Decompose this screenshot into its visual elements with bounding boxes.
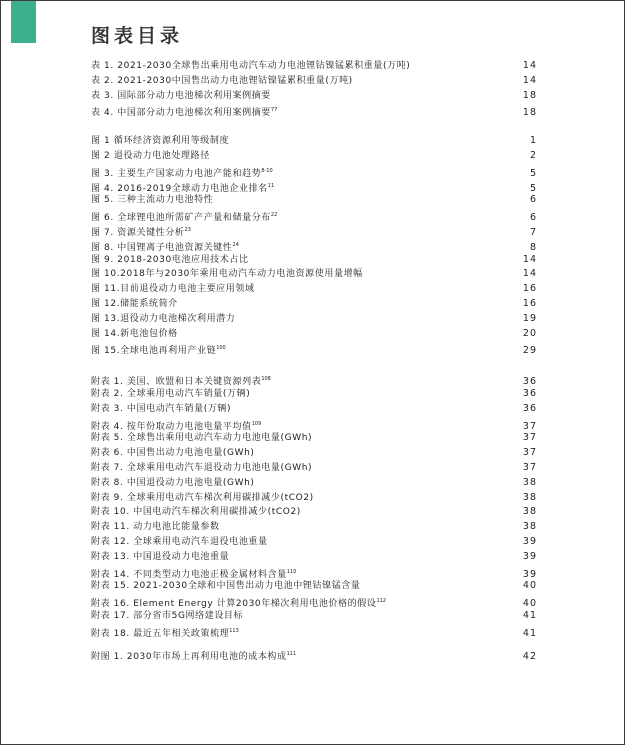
toc-page-number: 41 [522,627,537,639]
toc-entry-text: 附表 15. 2021-2030全球和中国售出动力电池中锂钴镍锰含量 [91,581,361,592]
toc-page-number: 14 [522,74,537,86]
toc-page-number: 37 [522,420,537,432]
toc-entry-label [91,297,178,312]
footnote-ref: 23 [184,226,191,233]
toc-entry-label [91,550,229,565]
toc-entry-text: 图 4. 2016-2019全球动力电池企业排名 [91,183,268,194]
toc-entry-text: 表 1. 2021-2030全球售出乘用电动汽车动力电池锂钴镍锰累积重量(万吨) [91,61,411,71]
toc-entry-label [91,253,249,268]
toc-entry[interactable] [91,282,537,297]
toc-entry[interactable] [91,208,537,223]
footnote-ref: 11 [267,182,275,189]
toc-entry-text: 图 7. 资源关键性分析 [91,227,185,238]
toc-entry-label [91,609,243,624]
toc-entry-label [91,282,255,297]
toc-entry[interactable] [91,402,537,417]
toc-entry-text: 图 8. 中国锂离子电池资源关键性 [91,242,233,253]
tables-section [91,59,537,118]
toc-page-number: 42 [522,651,537,663]
appendix-figures-section [91,647,537,662]
toc-entry-label [91,387,250,402]
toc-entry[interactable] [91,491,537,506]
toc-page-number: 5 [529,182,537,194]
toc-entry-text: 图 6. 全球锂电池所需矿产产量和储量分布 [91,213,271,224]
footnote-ref: 112 [376,598,386,605]
toc-entry-label [91,103,277,121]
toc-entry-text: 图 10.2018年与2030年乘用电动汽车动力电池资源使用量增幅 [91,269,363,280]
toc-entry[interactable] [91,327,537,342]
toc-entry-text: 附表 17. 部分省市5G网络建设目标 [91,610,244,621]
toc-page-number: 6 [529,212,537,224]
toc-entry-text: 附表 8. 中国退役动力电池电量(GWh) [91,477,255,488]
toc-entry-text: 表 4. 中国部分动力电池梯次利用案例摘要 [91,108,271,119]
toc-entry[interactable] [91,579,537,594]
toc-entry-label [91,505,301,520]
toc-entry[interactable] [91,341,537,356]
toc-entry-label [91,134,229,149]
toc-entry-label [91,74,353,89]
toc-page-number: 8 [529,241,537,253]
toc-entry[interactable] [91,476,537,491]
toc-entry-label [91,327,178,342]
toc-entry-text: 附表 4. 按年份取动力电池电量平均值 [91,421,252,432]
toc-entry-text: 图 14.新电池包价格 [91,328,178,339]
toc-page-number: 38 [522,506,537,518]
toc-entry-text: 附表 1. 美国、欧盟和日本关键资源列表 [91,377,262,388]
toc-entry-text: 附表 10. 中国电动汽车梯次利用碳排减少(tCO2) [91,507,301,518]
toc-entry[interactable] [91,253,537,268]
toc-entry[interactable] [91,134,537,149]
toc-entry[interactable] [91,74,537,89]
toc-entry[interactable] [91,387,537,402]
toc-page-number: 36 [522,376,537,388]
toc-page-number: 18 [522,89,537,101]
toc-page-number: 16 [522,283,537,295]
toc-page-number: 6 [529,194,537,206]
toc-page-number: 37 [522,432,537,444]
toc-entry-label [91,491,314,506]
toc-entry-label [91,461,312,476]
footnote-ref: 109 [251,420,262,427]
toc-entry-text: 附图 1. 2030年市场上再利用电池的成本构成 [91,652,287,663]
footnote-ref: 22 [270,212,278,219]
appendix-tables-section [91,372,537,638]
toc-entry-text: 附表 18. 最近五年相关政策梳理 [91,628,230,639]
toc-entry[interactable] [91,149,537,164]
toc-entry[interactable] [91,461,537,476]
footnote-ref: 24 [232,241,239,248]
toc-entry-label [91,647,296,665]
toc-entry-text: 附表 5. 全球售出乘用电动汽车动力电池电量(GWh) [91,433,313,444]
toc-entry[interactable] [91,446,537,461]
toc-entry[interactable] [91,312,537,327]
toc-entry-label [91,535,268,550]
toc-page-number: 41 [522,609,537,621]
toc-page-number: 20 [522,327,537,339]
toc-entry[interactable] [91,89,537,104]
toc-page-number: 37 [522,461,537,473]
toc-entry-label [91,520,220,535]
toc-entry-text: 附表 14. 不同类型动力电池正极金属材料含量 [91,569,287,580]
toc-page-number: 5 [529,167,537,179]
toc-entry-label [91,431,312,446]
toc-page-number: 19 [522,312,537,324]
toc-entry-text: 表 2. 2021-2030中国售出动力电池锂钴镍锰累积重量(万吨) [91,75,353,86]
table-of-contents [91,59,537,662]
figures-section [91,134,537,356]
toc-entry-label [91,59,410,74]
toc-entry-label [91,341,226,359]
toc-page-number: 2 [529,149,537,161]
toc-page-number: 40 [522,598,537,610]
toc-entry[interactable] [91,103,537,118]
toc-entry-text: 图 5. 三种主流动力电池特性 [91,195,214,206]
toc-entry-label [91,312,235,327]
toc-entry-label [91,579,361,594]
toc-page-number: 38 [522,476,537,488]
toc-entry[interactable] [91,372,537,387]
toc-entry[interactable] [91,550,537,565]
toc-entry[interactable] [91,164,537,179]
toc-page-number: 40 [522,580,537,592]
toc-entry-text: 图 11.目前退役动力电池主要应用领域 [91,284,255,295]
toc-entry[interactable] [91,267,537,282]
toc-page-number: 39 [522,550,537,562]
footnote-ref: 111 [286,651,297,658]
toc-entry-text: 图 2 退役动力电池处理路径 [91,150,210,161]
toc-entry-text: 附表 6. 中国售出动力电池电量(GWh) [91,448,255,459]
footnote-ref: 110 [286,568,297,575]
toc-entry-text: 图 9. 2018-2030电池应用技术占比 [91,254,249,265]
toc-page-number: 18 [522,107,537,119]
toc-page-number: 29 [522,345,537,357]
toc-entry[interactable] [91,179,537,194]
toc-entry-label [91,446,255,461]
toc-entry-text: 附表 9. 全球乘用电动汽车梯次利用碳排减少(tCO2) [91,492,314,503]
toc-entry[interactable] [91,565,537,580]
toc-page-number: 1 [529,135,537,147]
toc-page-number: 14 [522,268,537,280]
toc-entry[interactable] [91,505,537,520]
toc-entry[interactable] [91,431,537,446]
toc-page-number: 16 [522,297,537,309]
toc-entry-text: 图 12.储能系统简介 [91,298,178,309]
toc-entry-text: 附表 11. 动力电池比能量参数 [91,522,220,533]
toc-page-number: 39 [522,568,537,580]
accent-bar [11,1,36,43]
toc-entry[interactable] [91,535,537,550]
toc-entry-text: 图 1 循环经济资源利用等级制度 [91,136,230,147]
footnote-ref: 77 [270,107,278,114]
toc-entry[interactable] [91,417,537,432]
footnote-ref: 108 [261,376,271,383]
toc-entry-text: 图 3. 主要生产国家动力电池产能和趋势 [91,168,262,179]
toc-entry[interactable] [91,624,537,639]
toc-entry[interactable] [91,647,537,662]
toc-entry-label [91,89,271,104]
toc-entry-text: 附表 3. 中国电动汽车销量(万辆) [91,403,232,414]
toc-page-number: 14 [522,253,537,265]
toc-entry-text: 图 13.退役动力电池梯次利用潜力 [91,313,236,324]
toc-entry[interactable] [91,193,537,208]
toc-entry-text: 附表 12. 全球乘用电动汽车退役电池重量 [91,536,268,547]
footnote-ref: 8-10 [261,167,273,174]
toc-entry[interactable] [91,223,537,238]
toc-entry-label [91,267,363,282]
toc-entry-text: 附表 7. 全球乘用电动汽车退役动力电池电量(GWh) [91,462,313,473]
toc-page-number: 36 [522,402,537,414]
toc-entry[interactable] [91,297,537,312]
toc-page-number: 14 [522,60,537,71]
toc-page-number: 36 [522,387,537,399]
toc-entry[interactable] [91,59,537,74]
toc-page-number: 7 [529,226,537,238]
toc-entry-text: 表 3. 国际部分动力电池梯次利用案例摘要 [91,90,271,101]
toc-entry-label [91,193,213,208]
toc-entry[interactable] [91,520,537,535]
toc-page-number: 39 [522,535,537,547]
toc-entry-label [91,476,255,491]
toc-page-number: 37 [522,447,537,459]
toc-entry[interactable] [91,238,537,253]
toc-entry-text: 图 15.全球电池再利用产业链 [91,346,217,357]
footnote-ref: 113 [229,627,239,634]
toc-page-number: 38 [522,491,537,503]
footnote-ref: 100 [216,345,226,352]
toc-entry-label [91,624,239,642]
toc-entry[interactable] [91,594,537,609]
page-title: 图表目录 [91,25,184,47]
toc-entry-text: 附表 2. 全球乘用电动汽车销量(万辆) [91,388,251,399]
toc-entry-text: 附表 13. 中国退役动力电池重量 [91,551,230,562]
toc-entry-text: 附表 16. Element Energy 计算2030年梯次利用电池价格的假设 [91,599,377,610]
toc-page-number: 38 [522,521,537,533]
toc-entry-label [91,149,210,164]
toc-entry-label [91,402,231,417]
